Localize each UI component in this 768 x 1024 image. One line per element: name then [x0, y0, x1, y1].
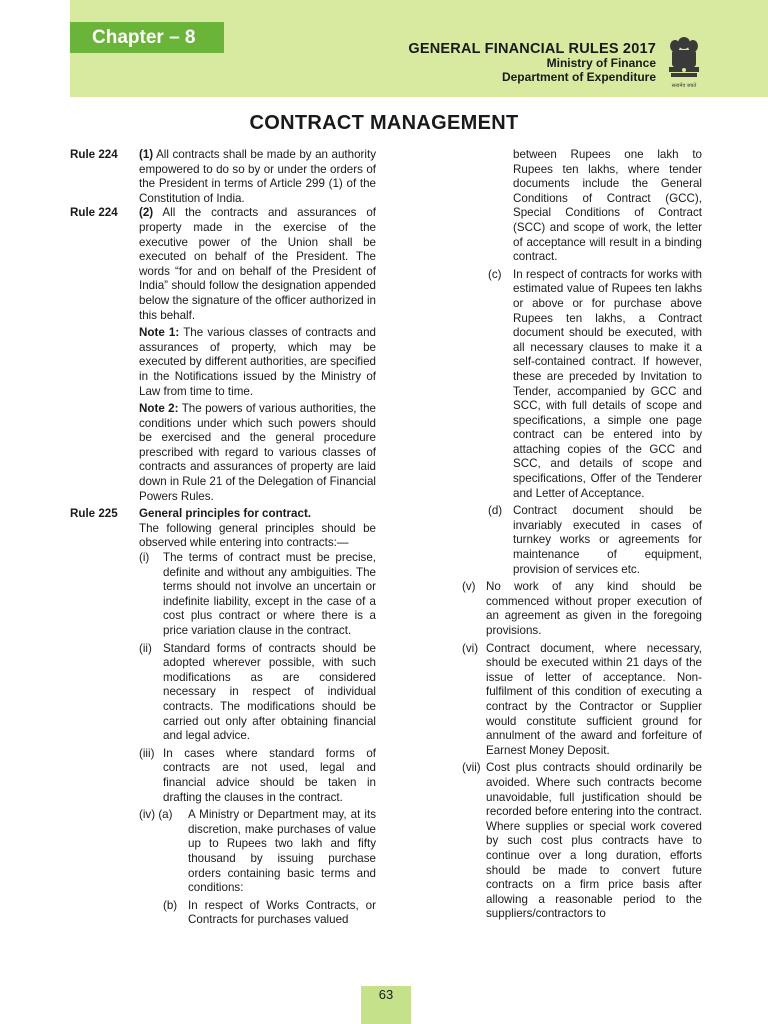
- clause-text: In respect of contracts for works with estimated value of Rupees ten lakhs or above or for purchase above Rupees ten lakhs, a Contract document should be executed, with all necessary clauses to make it a self-contained contract. If however, these are preceded by Invitation to Tender, accompanied by GCC and SCC, with full details of scope and specifications, a simple one page contract can be entered into by attaching copies of the GCC and SCC, and details of scope and specifications, Offer of the Tenderer and Letter of Acceptance.: [513, 267, 702, 500]
- note-2: [139, 402, 376, 504]
- right-column: [462, 148, 702, 922]
- clause-text: In respect of Works Contracts, or Contracts for purchases valued: [188, 898, 376, 927]
- rule-label: Rule 224: [70, 206, 118, 220]
- chapter-label: Chapter – 8: [70, 22, 224, 53]
- rule-text: All contracts shall be made by an authority empowered to do so by or under the orders of the President in terms of Article 299 (1) of the Constitution of India.: [139, 148, 376, 205]
- note-text: The various classes of contracts and assurances of property, which may be executed by different authorities, are specified in the Notifications issued by the Ministry of Law from time to time.: [139, 326, 377, 398]
- note-1: [139, 326, 376, 399]
- clause-text: In cases where standard forms of contracts are not used, legal and financial advice should be taken in drafting the clauses in the contract.: [163, 746, 376, 804]
- clause-marker: (i): [139, 551, 150, 565]
- clause-text: Standard forms of contracts should be adopted wherever possible, with such modifications as are considered necessary in respect of individual contracts. The modifications should be carried out only after obtaining financial and legal advice.: [163, 641, 376, 743]
- rule-heading: General principles for contract.: [139, 507, 312, 521]
- header-department: Department of Expenditure: [501, 70, 656, 84]
- clause-text: Contract document, where necessary, should be executed within 21 days of the issue of letter of acceptance. Non-fulfilment of this condition of executing a contract by the Contractor or Supplier would constitute sufficient ground for annulment of the award and forfeiture of Earnest Money Deposit.: [486, 641, 702, 757]
- clause-v: [462, 580, 702, 638]
- clause-marker: (d): [488, 504, 503, 518]
- rule-225-intro: The following general principles should be observed while entering into contracts:—: [139, 521, 376, 550]
- page-number: 63: [378, 987, 394, 1002]
- clause-marker: (iv) (a): [139, 808, 173, 822]
- national-emblem-icon: [664, 34, 704, 92]
- rule-label: Rule 224: [70, 148, 118, 161]
- note-label: Note 1:: [139, 326, 180, 340]
- clause-text: Contract document should be invariably executed in cases of turnkey works or agreements for maintenance of equipment, provision of services etc.: [513, 504, 702, 576]
- note-label: Note 2:: [139, 402, 179, 416]
- page-title: CONTRACT MANAGEMENT: [249, 112, 519, 134]
- clause-iii: [139, 747, 376, 805]
- header-titles: [408, 42, 656, 84]
- clause-marker: (iii): [139, 746, 155, 760]
- clause-marker: (b): [163, 898, 178, 912]
- rule-number: (1): [139, 148, 154, 161]
- rule-225: [70, 507, 376, 522]
- clause-iv-a: [139, 808, 376, 896]
- clause-text: A Ministry or Department may, at its discretion, make purchases of value up to Rupees two lakh and fifty thousand by issuing purchase orders containing basic terms and conditions:: [188, 808, 376, 895]
- clause-marker: (c): [488, 267, 502, 281]
- clause-text: Cost plus contracts should ordinarily be avoided. Where such contracts become unavoidable, full justification should be recorded before entering into the contract. Where supplies or special work covered by such cost plus contracts have to continue over a long duration, efforts should be made to convert future contracts on a firm price basis after allowing a reasonable period to the suppliers/contractors to: [486, 761, 702, 921]
- clause-text: No work of any kind should be commenced without proper execution of an agreement as given in the foregoing provisions.: [486, 580, 702, 637]
- emblem-motto: सत्यमेव जयते: [671, 83, 697, 89]
- clause-vii: [462, 761, 702, 922]
- header-ministry: Ministry of Finance: [546, 56, 656, 70]
- clause-iv-b: [163, 899, 376, 928]
- clause-ii: [139, 642, 376, 744]
- rule-number: (2): [139, 206, 154, 220]
- clause-text: The terms of contract must be precise, definite and without any ambiguities. The terms should not involve an uncertain or indefinite liability, except in the case of a cost plus contract or where there is a price variation clause in the contract.: [163, 551, 376, 637]
- clause-marker: (vii): [462, 761, 481, 775]
- clause-marker: (vi): [462, 641, 479, 655]
- left-column: [70, 148, 376, 928]
- clause-iv-c: [488, 268, 702, 502]
- clause-marker: (ii): [139, 641, 152, 655]
- rule-text: All the contracts and assurances of property made in the exercise of the executive power of the Union shall be executed on behalf of the President. The words “for and on behalf of the President of India” should follow the designation appended below the signature of the officer authorized in this behalf.: [139, 206, 376, 322]
- note-text: The powers of various authorities, the conditions under which such powers should be exercised and the general procedure prescribed with regard to various classes of contracts and assurances of property are laid down in Rule 21 of the Delegation of Financial Powers Rules.: [139, 402, 377, 503]
- header-title: GENERAL FINANCIAL RULES 2017: [408, 41, 656, 57]
- clause-iv-b-continued: between Rupees one lakh to Rupees ten lakhs, where tender documents include the General Conditions of Contract (GCC), Special Conditions of Contract (SCC) and scope of work, the letter of acceptance will result in a binding contract.: [513, 148, 702, 264]
- clause-marker: (v): [462, 580, 476, 594]
- clause-i: [139, 551, 376, 639]
- clause-vi: [462, 642, 702, 759]
- rule-224-1: [70, 148, 376, 206]
- clause-iv-d: [488, 504, 702, 577]
- rule-label: Rule 225: [70, 507, 118, 521]
- rule-224-2: [70, 206, 376, 323]
